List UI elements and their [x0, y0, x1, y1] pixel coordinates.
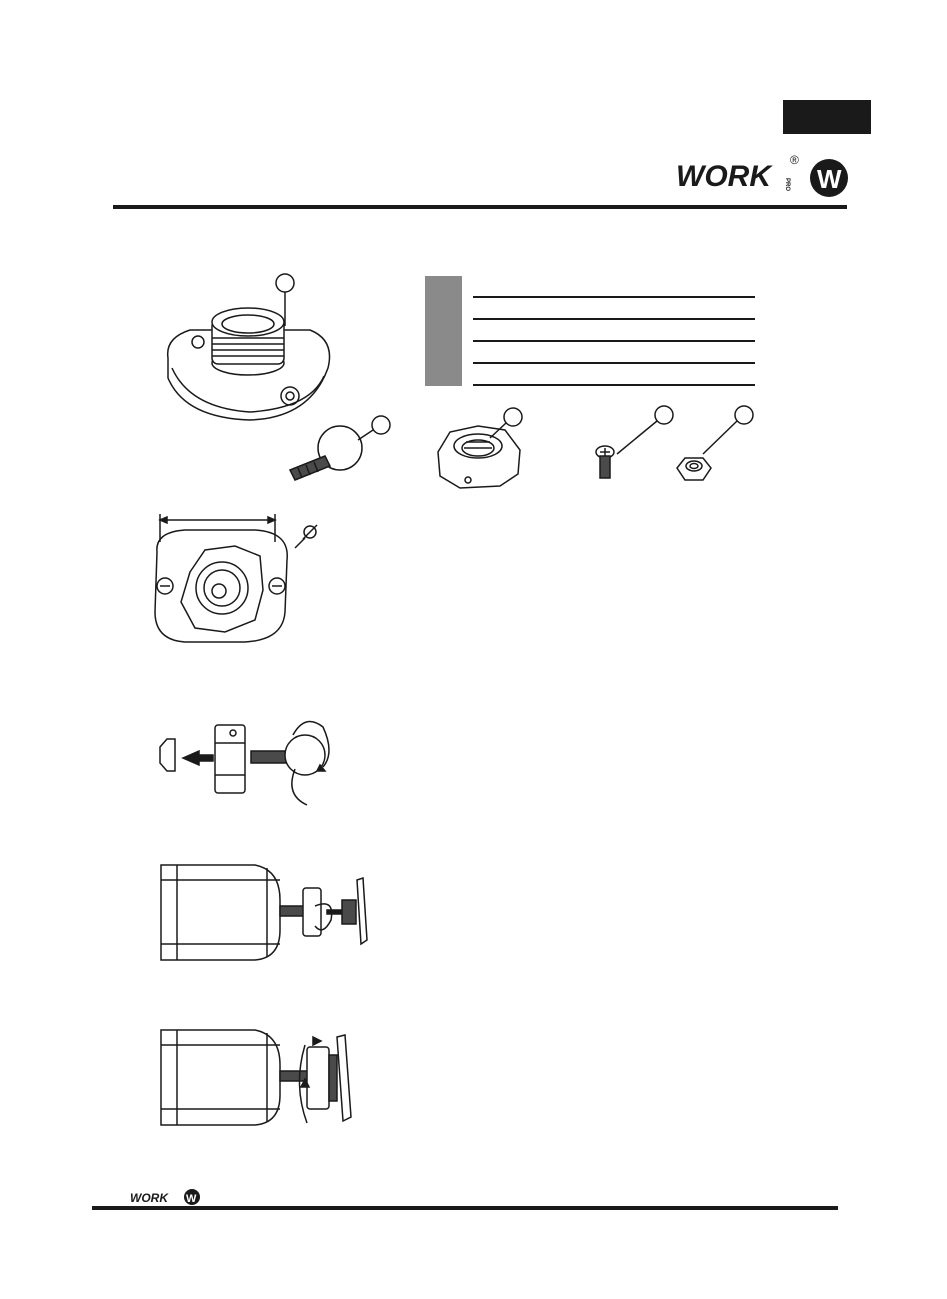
- assembly-step-illustration: [155, 705, 355, 820]
- callout-circle: [372, 416, 390, 434]
- parts-swatch: [425, 276, 462, 298]
- locking-nut-illustration: [430, 404, 540, 494]
- footer-logo: [130, 1188, 202, 1206]
- footer-logo-text: WORK: [130, 1191, 168, 1205]
- ball-screw-illustration: [280, 412, 400, 492]
- logo-registered: ®: [790, 153, 799, 167]
- screw-illustration: [585, 404, 675, 494]
- language-tab: [783, 100, 871, 134]
- callout-circle: [735, 406, 753, 424]
- footer-rule: [92, 1206, 838, 1210]
- bracket-base-illustration: [160, 268, 340, 428]
- logo-text: WORK: [676, 160, 771, 193]
- logo-sub: PRO: [784, 178, 790, 192]
- logo-mark: W: [817, 164, 842, 194]
- locking-nut-icon: [307, 1047, 329, 1109]
- star-nut-icon: [438, 426, 520, 488]
- parts-entry-line: [473, 384, 755, 386]
- parts-row: [425, 364, 755, 386]
- ball-stud-icon: [212, 584, 226, 598]
- parts-swatch: [425, 364, 462, 386]
- screw-shaft-icon: [600, 456, 610, 478]
- arrow-left-icon: [183, 751, 213, 765]
- parts-row: [425, 342, 755, 364]
- parts-swatch: [425, 342, 462, 364]
- base-outline-icon: [155, 530, 287, 642]
- parts-swatch: [425, 298, 462, 320]
- screw-thread-icon: [251, 751, 287, 763]
- camera-adjust-illustration: [155, 1025, 375, 1135]
- wall-plate-icon: [357, 878, 367, 944]
- callout-leader: [703, 421, 737, 454]
- screw-hole-icon: [192, 336, 204, 348]
- parts-row: [425, 320, 755, 342]
- callout-circle: [504, 408, 522, 426]
- callout-leader: [617, 421, 657, 454]
- screw-thread-icon: [280, 1071, 308, 1081]
- parts-swatch: [425, 320, 462, 342]
- header-rule: [113, 205, 847, 209]
- hex-nut-illustration: [665, 404, 765, 494]
- screw-hole-icon: [281, 387, 299, 405]
- star-nut-icon: [181, 546, 263, 632]
- camera-mount-illustration: [155, 860, 375, 970]
- parts-table: [425, 276, 755, 386]
- wall-plate-icon: [337, 1035, 351, 1121]
- hex-nut-icon: [160, 739, 175, 771]
- parts-row: [425, 298, 755, 320]
- base-collar-icon: [342, 900, 356, 924]
- base-collar-icon: [329, 1055, 337, 1101]
- parts-row: [425, 276, 755, 298]
- screw-thread-icon: [290, 456, 330, 480]
- footer-logo-mark: W: [186, 1193, 197, 1205]
- screw-thread-icon: [280, 906, 304, 916]
- base-top-view-illustration: [145, 512, 325, 652]
- callout-circle: [276, 274, 294, 292]
- work-pro-logo: [674, 150, 854, 200]
